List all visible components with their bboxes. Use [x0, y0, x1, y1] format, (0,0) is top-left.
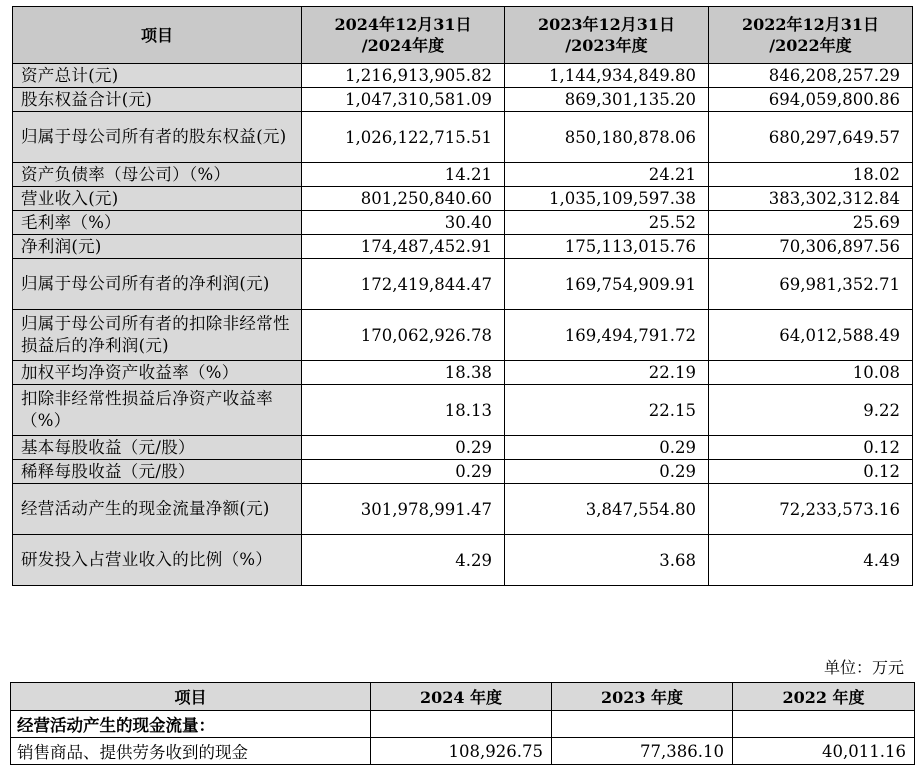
value-2024: 0.29	[302, 436, 505, 460]
value-2022: 69,981,352.71	[709, 259, 913, 310]
table-row	[13, 535, 913, 586]
table-row	[13, 436, 913, 460]
value-2024: 1,047,310,581.09	[302, 88, 505, 112]
value-2022: 10.08	[709, 361, 913, 385]
value-2023: 3.68	[505, 535, 709, 586]
table-row	[13, 187, 913, 211]
row-label: 营业收入(元)	[13, 187, 302, 211]
value-2024: 4.29	[302, 535, 505, 586]
value-2023: 22.19	[505, 361, 709, 385]
value-2022: 4.49	[709, 535, 913, 586]
table-row	[13, 88, 913, 112]
table-row	[11, 738, 915, 765]
value-2022: 9.22	[709, 385, 913, 436]
row-label: 扣除非经常性损益后净资产收益率（%）	[13, 385, 302, 436]
value-2023: 869,301,135.20	[505, 88, 709, 112]
table-row	[13, 112, 913, 163]
value-2024: 108,926.75	[371, 738, 552, 765]
value-2022: 40,011.16	[733, 738, 915, 765]
section-row	[11, 711, 915, 738]
row-label: 资产负债率（母公司）（%）	[13, 163, 302, 187]
row-label: 归属于母公司所有者的扣除非经常性损益后的净利润(元)	[13, 310, 302, 361]
value-2023: 1,035,109,597.38	[505, 187, 709, 211]
value-2024: 30.40	[302, 211, 505, 235]
row-label: 股东权益合计(元)	[13, 88, 302, 112]
value-2023: 22.15	[505, 385, 709, 436]
row-label: 稀释每股收益（元/股）	[13, 460, 302, 484]
financial-summary-table	[12, 6, 913, 586]
value-2024: 1,026,122,715.51	[302, 112, 505, 163]
header-item: 项目	[13, 7, 302, 64]
value-2022: 18.02	[709, 163, 913, 187]
value-2024: 301,978,991.47	[302, 484, 505, 535]
header-2024: 2024年12月31日 /2024年度	[302, 7, 505, 64]
header-2024: 2024 年度	[371, 683, 552, 711]
value-2023: 175,113,015.76	[505, 235, 709, 259]
header-2022: 2022 年度	[733, 683, 915, 711]
table-row	[13, 211, 913, 235]
row-label: 经营活动产生的现金流量净额(元)	[13, 484, 302, 535]
value-2024: 18.38	[302, 361, 505, 385]
row-label: 加权平均净资产收益率（%）	[13, 361, 302, 385]
table-row	[13, 460, 913, 484]
row-label: 净利润(元)	[13, 235, 302, 259]
table-row	[13, 64, 913, 88]
table-row	[13, 235, 913, 259]
value-2023: 25.52	[505, 211, 709, 235]
value-2023: 850,180,878.06	[505, 112, 709, 163]
value-2024: 0.29	[302, 460, 505, 484]
row-label: 归属于母公司所有者的净利润(元)	[13, 259, 302, 310]
value-2023: 169,754,909.91	[505, 259, 709, 310]
empty-cell	[733, 711, 915, 738]
value-2023: 3,847,554.80	[505, 484, 709, 535]
table-header-row	[13, 7, 913, 64]
value-2024: 18.13	[302, 385, 505, 436]
value-2022: 64,012,588.49	[709, 310, 913, 361]
row-label: 毛利率（%）	[13, 211, 302, 235]
value-2024: 174,487,452.91	[302, 235, 505, 259]
value-2023: 0.29	[505, 436, 709, 460]
cash-flow-table	[10, 682, 915, 765]
value-2022: 70,306,897.56	[709, 235, 913, 259]
value-2024: 172,419,844.47	[302, 259, 505, 310]
value-2022: 25.69	[709, 211, 913, 235]
empty-cell	[552, 711, 733, 738]
header-item: 项目	[11, 683, 371, 711]
value-2024: 801,250,840.60	[302, 187, 505, 211]
row-label: 销售商品、提供劳务收到的现金	[11, 738, 371, 765]
row-label: 研发投入占营业收入的比例（%）	[13, 535, 302, 586]
row-label: 归属于母公司所有者的股东权益(元)	[13, 112, 302, 163]
value-2022: 694,059,800.86	[709, 88, 913, 112]
value-2024: 1,216,913,905.82	[302, 64, 505, 88]
table-row	[13, 361, 913, 385]
table-row	[13, 484, 913, 535]
table-row	[13, 310, 913, 361]
table-row	[13, 163, 913, 187]
value-2022: 0.12	[709, 436, 913, 460]
value-2022: 383,302,312.84	[709, 187, 913, 211]
value-2023: 77,386.10	[552, 738, 733, 765]
header-2023: 2023年12月31日 /2023年度	[505, 7, 709, 64]
row-label: 资产总计(元)	[13, 64, 302, 88]
unit-label: 单位：万元	[823, 658, 904, 677]
table-header-row	[11, 683, 915, 711]
header-2023: 2023 年度	[552, 683, 733, 711]
value-2023: 0.29	[505, 460, 709, 484]
value-2022: 72,233,573.16	[709, 484, 913, 535]
value-2024: 170,062,926.78	[302, 310, 505, 361]
value-2022: 680,297,649.57	[709, 112, 913, 163]
value-2022: 846,208,257.29	[709, 64, 913, 88]
header-2022: 2022年12月31日 /2022年度	[709, 7, 913, 64]
value-2023: 169,494,791.72	[505, 310, 709, 361]
empty-cell	[371, 711, 552, 738]
value-2024: 14.21	[302, 163, 505, 187]
table-row	[13, 259, 913, 310]
row-label: 基本每股收益（元/股）	[13, 436, 302, 460]
value-2023: 1,144,934,849.80	[505, 64, 709, 88]
value-2022: 0.12	[709, 460, 913, 484]
section-label: 经营活动产生的现金流量：	[11, 711, 371, 738]
value-2023: 24.21	[505, 163, 709, 187]
table-row	[13, 385, 913, 436]
